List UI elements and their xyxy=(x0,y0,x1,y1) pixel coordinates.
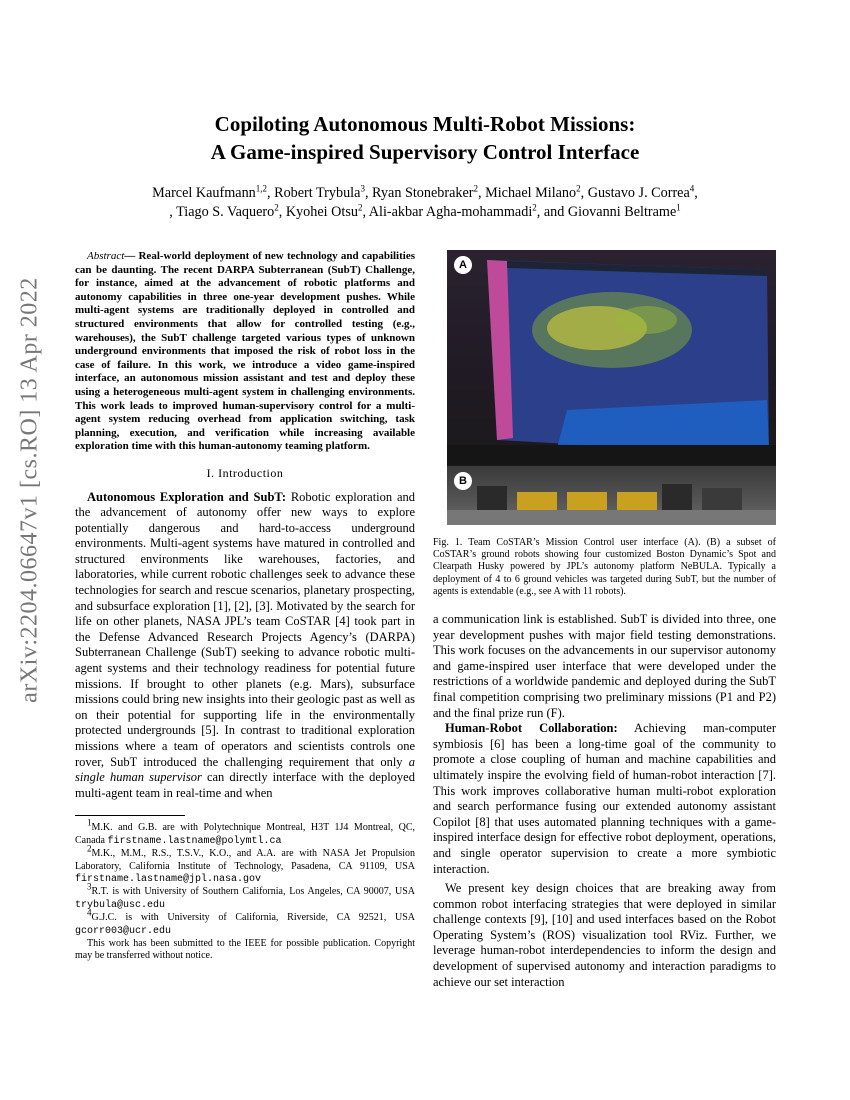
arxiv-id-text: arXiv:2204.06647v1 [cs.RO] 13 Apr 2022 xyxy=(16,277,43,703)
author-name: , and Giovanni Beltrame xyxy=(536,204,677,220)
paragraph-text: Achieving man-computer symbiosis [6] has been a long-time goal of the community to promote a close coupling of human and machine capabilities and ultimately inspire the evolving field of human-robot interaction [7]. This work improves collaborative human multi-robot exploration and search performance fusing our extended autonomy assistant Copilot [8] that uses automated planning techniques with a game-inspired interface design for effective robot deployment, operations, and single operator supervision to create a more symbiotic interaction. xyxy=(433,721,776,876)
footnote-2 xyxy=(75,843,415,886)
title-line-2: A Game-inspired Supervisory Control Interface xyxy=(210,140,640,164)
robots-graphic xyxy=(447,466,776,525)
robot-husky-2 xyxy=(662,484,692,510)
arxiv-sidebar-identifier xyxy=(10,277,50,703)
footnote-4 xyxy=(75,907,415,938)
paragraph-text: can directly interface with the deployed multi-agent team in real-time and when xyxy=(75,770,415,800)
author-name: Marcel Kaufmann xyxy=(152,185,256,201)
footnote-marker: 3 xyxy=(87,882,92,893)
author-affiliation: 2 xyxy=(357,202,363,213)
author-affiliation: 3 xyxy=(360,183,365,194)
robot-husky-1 xyxy=(477,486,507,510)
robot-spot-2 xyxy=(567,492,607,510)
paper-title xyxy=(0,110,850,166)
emphasis-text: a single human supervisor xyxy=(75,754,415,785)
author-affiliation: 4 xyxy=(689,183,695,194)
author-name: , Michael Milano xyxy=(478,185,577,201)
footnote-rule xyxy=(75,815,185,816)
floor xyxy=(447,510,776,525)
paragraph-heading: Autonomous Exploration and SubT: xyxy=(87,489,286,504)
figure-caption: Fig. 1. Team CoSTAR’s Mission Control user interface (A). (B) a subset of CoSTAR’s ground robots showing four customized Boston Dynamic’s Spot and Clearpath Husky powered by JPL’s autonomy platform NeBULA. Typically a deployment of 4 to 6 ground vehicles was targeted during SubT, but the number of agents is extendable (e.g., see A with 11 robots). xyxy=(433,537,776,597)
right-paragraph-3: We present key design choices that are breaking away from common robot interfacing strategies that were deployed in similar challenge contexts [9], [10] and used interfaces based on the Robot Operating System’s (ROS) visualization tool RViz. Further, we leverage human-robot interdependencies to inform the design and development of supervised autonomy and interaction paradigms to achieve our set interaction xyxy=(433,881,776,989)
author-name: , Gustavo J. Correa xyxy=(580,185,690,201)
abstract xyxy=(75,250,415,454)
email-link[interactable]: firstname.lastname@jpl.nasa.gov xyxy=(75,874,262,885)
footnote-text: M.K. and G.B. are with Polytechnique Montreal, H3T 1J4 Montreal, QC, Canada xyxy=(75,822,415,846)
footnote-marker: 2 xyxy=(87,843,92,854)
author-name: , Ryan Stonebraker xyxy=(364,185,474,201)
footnote-marker: 1 xyxy=(87,818,92,829)
point-cloud-branch xyxy=(617,306,677,334)
footnote-text: G.J.C. is with University of California, Riverside, CA 92521, USA xyxy=(91,912,415,924)
paragraph-text: Robotic exploration and the advancement of autonomy offer new ways to explore potentially dangerous and hard-to-access underground environments. Multi-agent systems have matured in controlled and structured environments like warehouses, factories, and laboratories, while current robotic challenges seek to advance these technologies for search and rescue scenarios, planetary prospecting, and subsurface exploration [1], [2], [3]. Motivated by the search for life on other planets, NASA JPL’s team CoSTAR [4] took part in the Defense Advanced Research Projects Agency’s (DARPA) Subterranean Challenge (SubT) seeking to advance robotic multi-agent systems and their technology readiness for potential future missions. If brought to other planets (e.g. Mars), subsurface missions could bring new insights into their geologic past as well as on their potential for supporting life in the environmentally protected undergrounds [5]. In contrast to traditional exploration missions where a team of operators and scientists controls one rover, SubT introduced the challenging requirement that only xyxy=(75,489,415,769)
robot-husky-3 xyxy=(702,488,742,510)
footnote-marker: 4 xyxy=(87,907,92,918)
author-affiliation: 1 xyxy=(676,202,681,213)
email-link[interactable]: trybula@usc.edu xyxy=(75,899,166,911)
right-paragraph-2 xyxy=(433,721,776,877)
paragraph-heading: Human-Robot Collaboration: xyxy=(445,721,618,736)
author-affiliation: 2 xyxy=(576,183,581,194)
author-name: , Robert Trybula xyxy=(267,185,361,201)
author-affiliation: 1,2 xyxy=(255,183,268,194)
mission-control-screen-graphic xyxy=(447,250,776,465)
email-link[interactable]: gcorr003@ucr.edu xyxy=(75,925,172,937)
right-column xyxy=(433,250,776,990)
author-affiliation: 2 xyxy=(473,183,479,194)
abstract-label: Abstract xyxy=(87,250,125,262)
section-heading: I. Introduction xyxy=(206,465,284,480)
footnote-copyright: This work has been submitted to the IEEE for possible publication. Copyright may be transferred without notice. xyxy=(75,938,415,962)
figure-label-a: A xyxy=(454,256,472,274)
abstract-text: — Real-world deployment of new technology and capabilities can be daunting. The recent DARPA Subterranean (SubT) Challenge, for instance, aimed at the advancement of robotic platforms and autonomy capabilities in three one-year development pushes. While multi-agent systems are traditionally deployed in controlled and structured environments that allow for controlled testing (e.g., warehouses), the SubT challenge targeted various types of unknown underground environments that imposed the risk of robot loss in the case of failure. In this work, we introduce a video game-inspired interface, an autonomous mission assistant and test and deploy these using a heterogeneous multi-agent system in challenging environments. This work leads to improved human-supervisory control for a multi-agent system reducing overhead from application switching, task planning, execution, and verification while increasing available exploration time with this human-autonomy teaming platform. xyxy=(75,250,415,453)
author-affiliation: 2 xyxy=(274,202,279,213)
footnote-text: R.T. is with University of Southern California, Los Angeles, CA 90007, USA xyxy=(91,886,415,898)
footnote-3 xyxy=(75,882,415,912)
ground-robots-photo xyxy=(447,466,776,525)
right-paragraph-1: a communication link is established. SubT is divided into three, one year development pushes with major field testing demonstrations. This work focuses on the advancements in our supervisor autonomy and game-inspired user interface that were developed under the restrictions of a worldwide pandemic and deployed during the SubT final competition comprising two preliminary missions (P1 and P2) and the final prize run (F). xyxy=(433,612,776,720)
footnote-1 xyxy=(75,818,415,848)
mission-control-photo xyxy=(447,250,776,465)
robot-spot-1 xyxy=(517,492,557,510)
author-name: , Ali-akbar Agha-mohammadi xyxy=(362,204,533,220)
figure-1 xyxy=(447,250,776,525)
desk-surface xyxy=(447,445,776,465)
footnote-text: M.K., M.M., R.S., T.S.V., K.O., and A.A. are with NASA Jet Propulsion Laboratory, California Institute of Technology, Pasadena, CA 91109, USA xyxy=(75,848,415,872)
figure-label-b: B xyxy=(454,472,472,490)
title-line-1: Copiloting Autonomous Multi-Robot Missions: xyxy=(214,112,636,136)
email-link[interactable]: firstname.lastname@polymtl.ca xyxy=(107,835,282,847)
author-name: , Kyohei Otsu xyxy=(278,204,358,220)
intro-paragraph xyxy=(75,490,415,802)
left-column xyxy=(75,250,415,963)
author-name: , Tiago S. Vaquero xyxy=(169,204,275,220)
author-list: Marcel Kaufmann$^{1,2}$, Robert Trybula$^3$, Ryan Stonebraker$^2$, Michael Milano$^2$, Gustavo J. Correa$^4$, , Tiago S. Vaquero$^2$, Kyohei Otsu$^2$, Ali-akbar Agha-mohammadi$^2$, and Giovanni Beltrame$^1$ xyxy=(152,183,698,220)
author-affiliation: 2 xyxy=(532,202,537,213)
robot-spot-3 xyxy=(617,492,657,510)
